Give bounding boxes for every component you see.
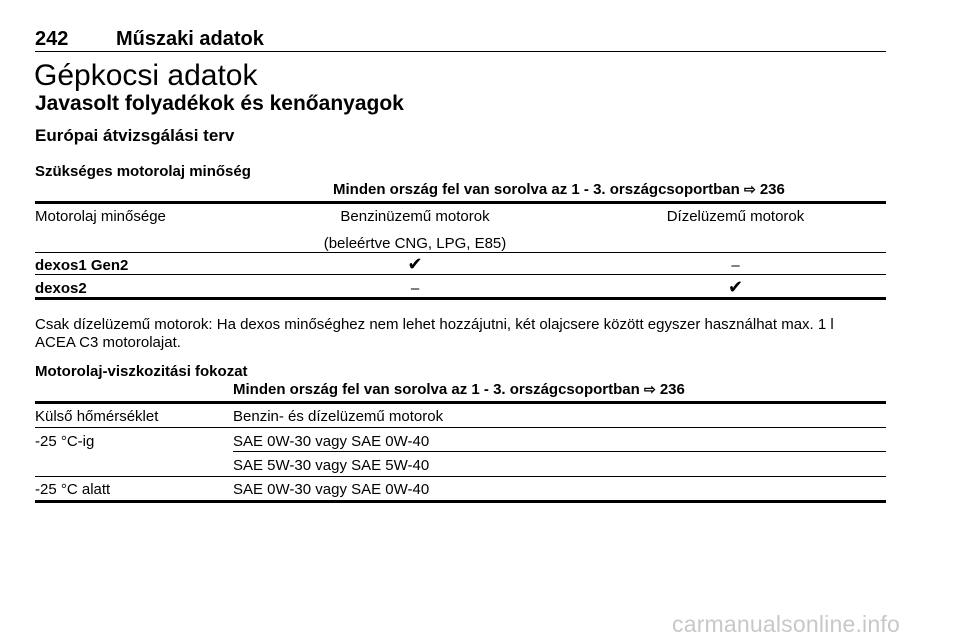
note-line-1: Csak dízelüzemű motorok: Ha dexos minőséghez nem lehet hozzájutni, két olajcsere között egyszer használhat max. 1 l xyxy=(35,316,834,333)
table2-caption xyxy=(233,381,685,398)
table1-row-rule xyxy=(35,274,886,275)
table1-header-diesel: Dízelüzemű motorok xyxy=(666,208,805,225)
page-title: Gépkocsi adatok xyxy=(34,59,258,92)
table2-caption-ref[interactable]: 236 xyxy=(659,381,685,398)
arrow-right-icon: ⇨ xyxy=(743,181,756,197)
table1-caption-text: Minden ország fel van sorolva az 1 - 3. országcsoportban xyxy=(333,181,740,198)
table2-top-rule xyxy=(35,401,886,404)
table2-header-temp: Külső hőmérséklet xyxy=(35,408,159,425)
table1-row2-petrol: – xyxy=(410,280,420,297)
table2-row3-temp: -25 °C alatt xyxy=(35,481,111,498)
table1-row1-diesel: – xyxy=(731,257,740,274)
table2-header-grade: Benzin- és dízelüzemű motorok xyxy=(233,408,444,425)
section-heading: Európai átvizsgálási terv xyxy=(35,126,235,145)
table1-caption-ref[interactable]: 236 xyxy=(759,181,785,198)
checkmark-icon: ✔ xyxy=(727,277,744,297)
table2-label: Motorolaj-viszkozitási fokozat xyxy=(35,363,248,380)
table2-bottom-rule xyxy=(35,500,886,503)
table2-header-rule xyxy=(35,427,886,428)
table2-row1-temp: -25 °C-ig xyxy=(35,433,95,450)
table2-row-subrule xyxy=(233,451,886,452)
table1-row1-quality: dexos1 Gen2 xyxy=(35,257,129,274)
table2-row1-grade: SAE 0W-30 vagy SAE 0W-40 xyxy=(233,433,430,450)
table1-header-petrol: Benzinüzemű motorok xyxy=(340,208,490,225)
table1-caption xyxy=(333,181,785,198)
page-number: 242 xyxy=(35,28,69,50)
header-rule xyxy=(35,51,886,52)
table1-header-rule xyxy=(35,252,886,253)
table1-header-quality: Motorolaj minősége xyxy=(35,208,166,225)
table1-top-rule xyxy=(35,201,886,204)
table1-bottom-rule xyxy=(35,297,886,300)
running-header: Műszaki adatok xyxy=(116,28,264,50)
table2-row3-grade: SAE 0W-30 vagy SAE 0W-40 xyxy=(233,481,430,498)
table1-label: Szükséges motorolaj minőség xyxy=(35,163,251,180)
page-subtitle: Javasolt folyadékok és kenőanyagok xyxy=(35,92,404,115)
table2-caption-text: Minden ország fel van sorolva az 1 - 3. országcsoportban xyxy=(233,381,640,398)
watermark: carmanualsonline.info xyxy=(672,611,900,637)
table2-row2-grade: SAE 5W-30 vagy SAE 5W-40 xyxy=(233,457,430,474)
table2-row-rule xyxy=(35,476,886,477)
note-line-2: ACEA C3 motorolajat. xyxy=(35,334,181,351)
table1-header-petrol-note: (beleértve CNG, LPG, E85) xyxy=(323,235,507,252)
table1-row2-quality: dexos2 xyxy=(35,280,87,297)
arrow-right-icon: ⇨ xyxy=(643,381,656,397)
checkmark-icon: ✔ xyxy=(407,254,423,274)
